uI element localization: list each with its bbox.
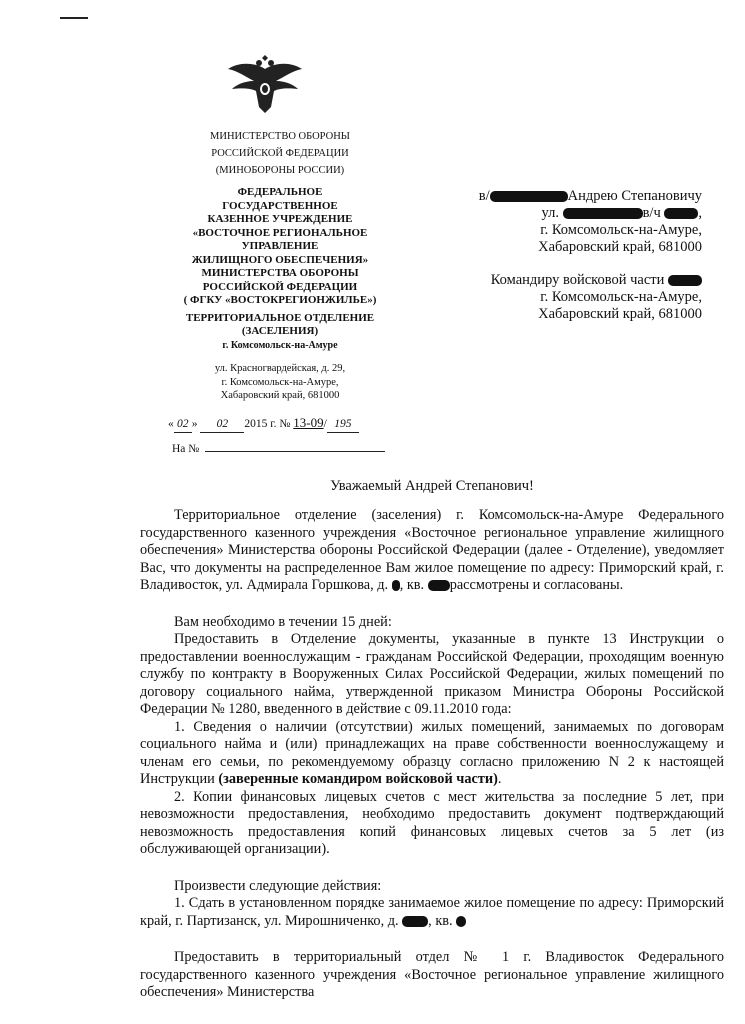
double-headed-eagle-emblem — [226, 55, 304, 115]
org-line: ЖИЛИЩНОГО ОБЕСПЕЧЕНИЯ» — [191, 253, 369, 266]
territorial-line: ТЕРРИТОРИАЛЬНОЕ ОТДЕЛЕНИЕ — [185, 311, 375, 324]
letter-main — [140, 478, 724, 1002]
org-line: УПРАВЛЕНИЕ — [241, 240, 319, 252]
ministry-line: (МИНОБОРОНЫ РОССИИ) — [215, 165, 345, 176]
recipient-city: г. Комсомольск-на-Амуре, — [540, 222, 702, 238]
redacted-unit-number — [668, 275, 702, 286]
paragraph-provide: Предоставить в территориальный отдел № 1 г. Владивосток Федерального государственного казенного учреждения «Восточное региональное управление жилищного обеспечения» Министерства — [140, 949, 724, 1000]
org-line: ГОСУДАРСТВЕННОЕ — [222, 199, 338, 212]
quote-close: » — [191, 417, 198, 430]
address-line: ул. Красногвардейская, д. 29, — [214, 363, 346, 374]
paragraph-notification — [140, 507, 724, 595]
redacted-house — [392, 580, 400, 591]
ministry-line: МИНИСТЕРСТВО ОБОРОНЫ — [210, 131, 350, 142]
date-year: 2015 г. — [244, 417, 277, 430]
number-label: № — [279, 417, 291, 430]
item1-end: . — [497, 771, 502, 787]
organization-name — [150, 186, 410, 308]
salutation: Уважаемый Андрей Степанович! — [330, 478, 534, 494]
p1-text: Территориальное отделение (заселения) г. Комсомольск-на-Амуре Федерального государственного казенного учреждения «Восточное региональное управление жилищного обеспечения» Министерства обороны Российской Федерации (далее - Отделение), уведомляет Вас, что документы на распределенное Вам жилое помещение по адресу: Приморский край, г. Владивосток, ул. Адмирала Горшкова, д. — [140, 507, 724, 593]
territorial-line: (ЗАСЕЛЕНИЯ) — [241, 325, 319, 337]
org-line: МИНИСТЕРСТВА ОБОРОНЫ — [201, 267, 359, 279]
territorial-city: г. Комсомольск-на-Амуре — [222, 339, 338, 351]
ministry-name — [150, 128, 410, 179]
item1-bold: (заверенные командиром войсковой части) — [218, 771, 498, 787]
recipient-name: Андрею Степановичу — [567, 188, 702, 204]
recipient-address — [440, 188, 702, 256]
commander-line — [440, 272, 702, 289]
org-line: КАЗЕННОЕ УЧРЕЖДЕНИЕ — [207, 213, 353, 225]
recipient-prefix: в/ — [478, 188, 490, 204]
org-line: «ВОСТОЧНОЕ РЕГИОНАЛЬНОЕ — [192, 226, 368, 239]
redacted-apartment — [428, 580, 450, 591]
reference-number — [172, 442, 410, 457]
document-number: 13-09 — [293, 414, 324, 430]
reference-label: На № — [172, 442, 200, 455]
redacted-apartment-2 — [456, 916, 466, 927]
address-line: Хабаровский край, 681000 — [220, 390, 340, 401]
commander-city: г. Комсомольск-на-Амуре, — [540, 289, 702, 305]
action-item-1 — [140, 895, 724, 930]
item1-text: 1. Сведения о наличии (отсутствии) жилых помещений, занимаемых по договорам социального найма и (или) принадлежащих на праве собственности военнослужащему и членам его семьи, по рекомендуемому образцу согласно приложению N 2 к настоящей Инструкции — [140, 718, 724, 787]
date-month: 02 — [200, 417, 244, 433]
address-line: г. Комсомольск-на-Амуре, — [221, 376, 339, 388]
paragraph-actions: Произвести следующие действия: — [174, 877, 382, 894]
action1-kv: , кв. — [428, 912, 453, 929]
redacted-surname — [490, 191, 568, 202]
document-date-number — [168, 415, 410, 433]
recipient-name-line — [440, 188, 702, 205]
redacted-unit — [664, 208, 698, 219]
ministry-line: РОССИЙСКОЙ ФЕДЕРАЦИИ — [211, 148, 349, 159]
redacted-house-2 — [402, 916, 428, 927]
quote-open: « — [168, 417, 174, 430]
org-line: ФЕДЕРАЛЬНОЕ — [237, 186, 323, 198]
commander-region: Хабаровский край, 681000 — [538, 306, 702, 322]
paragraph-documents: Предоставить в Отделение документы, указанные в пункте 13 Инструкции о предоставлении военнослужащим - гражданам Российской Федерации, проходящим военную службу по контракту в Вооруженных Силах Российской Федерации, жилых помещений по договору социального найма, утвержденной приказом Министра Обороны Российской Федерации № 1280, введенного в действие с 09.11.2010 года: — [140, 631, 724, 717]
recipient-column — [440, 188, 702, 323]
list-item-2: 2. Копии финансовых лицевых счетов с мест жительства за последние 5 лет, при невозможности предоставления, необходимо предоставить документ подтверждающий невозможность предоставления копий финансовых лицевых счетов за 5 лет (из обслуживающей организации). — [140, 788, 724, 857]
p1-kv: , кв. — [399, 577, 425, 593]
letter-body — [140, 507, 724, 1002]
street-prefix: ул. — [541, 205, 559, 221]
commander-address — [440, 272, 702, 323]
sender-address — [150, 362, 410, 403]
territorial-department — [150, 312, 410, 353]
document-number-handwritten: 195 — [327, 417, 359, 433]
recipient-street-line: ул. в/ч , — [541, 205, 702, 221]
date-day: 02 — [174, 417, 192, 433]
org-line: ( ФГКУ «ВОСТОКРЕГИОНЖИЛЬЕ») — [183, 294, 377, 306]
list-item-1 — [140, 719, 724, 789]
p1-end: рассмотрены и согласованы. — [449, 577, 624, 593]
redacted-street — [563, 208, 643, 219]
unit-prefix: в/ч — [642, 205, 661, 221]
sender-column — [150, 128, 410, 457]
commander-label: Командиру войсковой части — [490, 272, 665, 288]
action1-text: 1. Сдать в установленном порядке занимаемое жилое помещение по адресу: Приморский край, г. Партизанск, ул. Мирошниченко, д. — [140, 895, 724, 929]
org-line: РОССИЙСКОЙ ФЕДЕРАЦИИ — [202, 280, 358, 293]
reference-blank-line — [205, 451, 385, 452]
paragraph-need: Вам необходимо в течении 15 дней: — [174, 613, 392, 630]
number-slash: / — [323, 417, 327, 430]
scan-mark — [60, 17, 88, 19]
recipient-region: Хабаровский край, 681000 — [538, 239, 702, 255]
